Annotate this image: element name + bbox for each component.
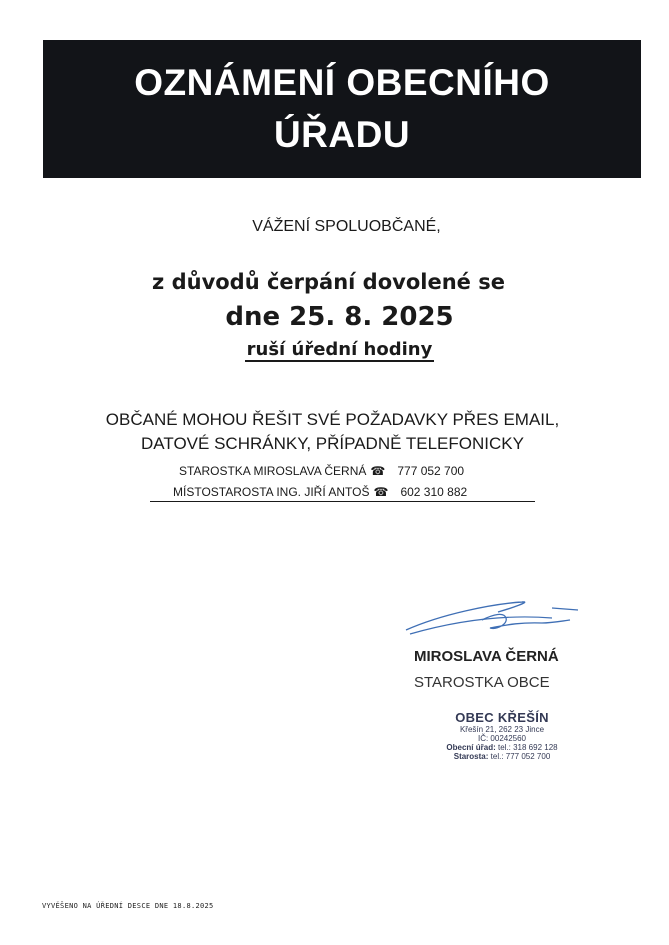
contact-name: STAROSTKA MIROSLAVA ČERNÁ — [179, 464, 367, 478]
greeting: VÁŽENÍ SPOLUOBČANÉ, — [252, 218, 441, 235]
signatory-name: MIROSLAVA ČERNÁ — [414, 648, 559, 665]
cancel-notice-text: ruší úřední hodiny — [246, 339, 433, 360]
stamp-mayor-phone — [427, 752, 577, 761]
stamp-mayor-number: tel.: 777 052 700 — [490, 752, 551, 761]
banner-title-line1: OZNÁMENÍ OBECNÍHO — [134, 62, 550, 103]
stamp-office-label: Obecní úřad: — [446, 743, 496, 752]
phone-icon: ☎ — [370, 464, 386, 478]
divider — [150, 501, 535, 502]
banner-title-line2: ÚŘADU — [273, 114, 411, 155]
stamp-ic: IČ: 00242560 — [477, 734, 527, 743]
contact-name: MÍSTOSTAROSTA ING. JIŘÍ ANTOŠ — [173, 485, 370, 499]
contact-phone: 602 310 882 — [400, 485, 468, 499]
cancel-notice — [5, 339, 669, 360]
info-line-1: OBČANÉ MOHOU ŘEŠIT SVÉ POŽADAVKY PŘES EMAIL, — [105, 410, 560, 429]
handwritten-signature — [402, 596, 587, 641]
date-text: dne 25. 8. 2025 — [225, 302, 454, 332]
signatory-role: STAROSTKA OBCE — [414, 674, 550, 691]
info-line-2: DATOVÉ SCHRÁNKY, PŘÍPADNĚ TELEFONICKY — [141, 434, 524, 453]
stamp-office-number: tel.: 318 692 128 — [497, 743, 558, 752]
stamp-title: OBEC KŘEŠÍN — [455, 710, 549, 725]
header-banner — [43, 40, 641, 178]
reason-text: z důvodů čerpání dovolené se — [152, 270, 505, 294]
posting-date-footer: VYVĚŠENO NA ÚŘEDNÍ DESCE DNE 18.8.2025 — [42, 902, 214, 910]
contact-deputy — [173, 485, 467, 499]
stamp-address: Křešín 21, 262 23 Jince — [459, 725, 545, 734]
stamp-mayor-label: Starosta: — [453, 752, 489, 761]
official-stamp — [427, 710, 577, 761]
contact-phone: 777 052 700 — [397, 464, 465, 478]
contact-mayor — [179, 464, 464, 478]
stamp-office-phone — [427, 743, 577, 752]
phone-icon: ☎ — [373, 485, 389, 499]
